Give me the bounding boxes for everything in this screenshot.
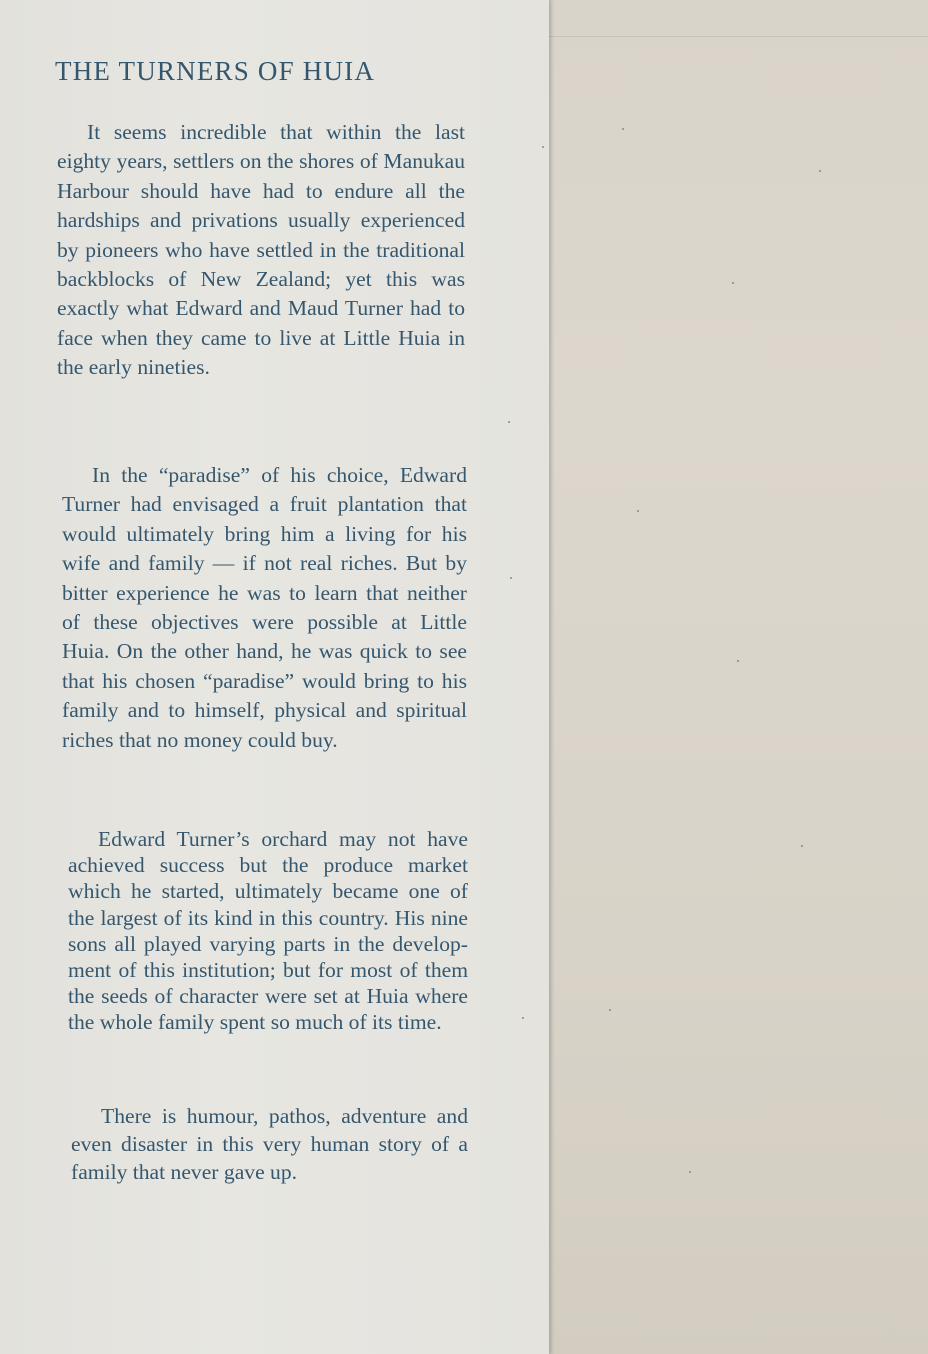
flap-title: THE TURNERS OF HUIA (55, 56, 376, 86)
flap-paragraph-4: There is humour, pathos, adventure and even disaster in this very human story of a family that never gave up. (71, 1104, 468, 1184)
paper-speck (801, 845, 803, 847)
paper-speck (542, 146, 544, 148)
paper-speck (732, 282, 734, 284)
paper-speck (637, 510, 639, 512)
flap-paragraph-1: It seems incredible that within the last eighty years, settlers on the shores of Manukau Harbour should have had to endure all the hardships and privations usually experienced by pioneers who have settled in the traditional backblocks of New Zealand; yet this was exactly what Edward and Maud Turner had to face when they came to live at Little Huia in the early nineties. (57, 120, 465, 380)
board-edge-line (549, 36, 928, 37)
paper-speck (508, 421, 510, 423)
flap-paragraph-3: Edward Turner’s orchard may not have achieved success but the produce market which he started, ultimately became one of the largest of its kind in this country. His nine sons all played varying parts in the development of this institution; but for most of them the seeds of character were set at Huia where the whole family spent so much of its time. (68, 827, 468, 1035)
flap-paragraph-2: In the “paradise” of his choice, Edward Turner had envisaged a fruit plantation that would ultimately bring him a living for his wife and family — if not real riches. But by bitter experience he was to learn that neither of these objectives were possible at Little Huia. On the other hand, he was quick to see that his chosen “paradise” would bring to his family and to himself, physical and spiritual riches that no money could buy. (62, 463, 467, 752)
paper-speck (510, 577, 512, 579)
paper-speck (819, 170, 821, 172)
paper-speck (609, 1009, 611, 1011)
paper-speck (522, 1017, 524, 1019)
paper-speck (737, 660, 739, 662)
paper-speck (622, 128, 624, 130)
paper-speck (689, 1171, 691, 1173)
book-cover-board (549, 0, 928, 1354)
